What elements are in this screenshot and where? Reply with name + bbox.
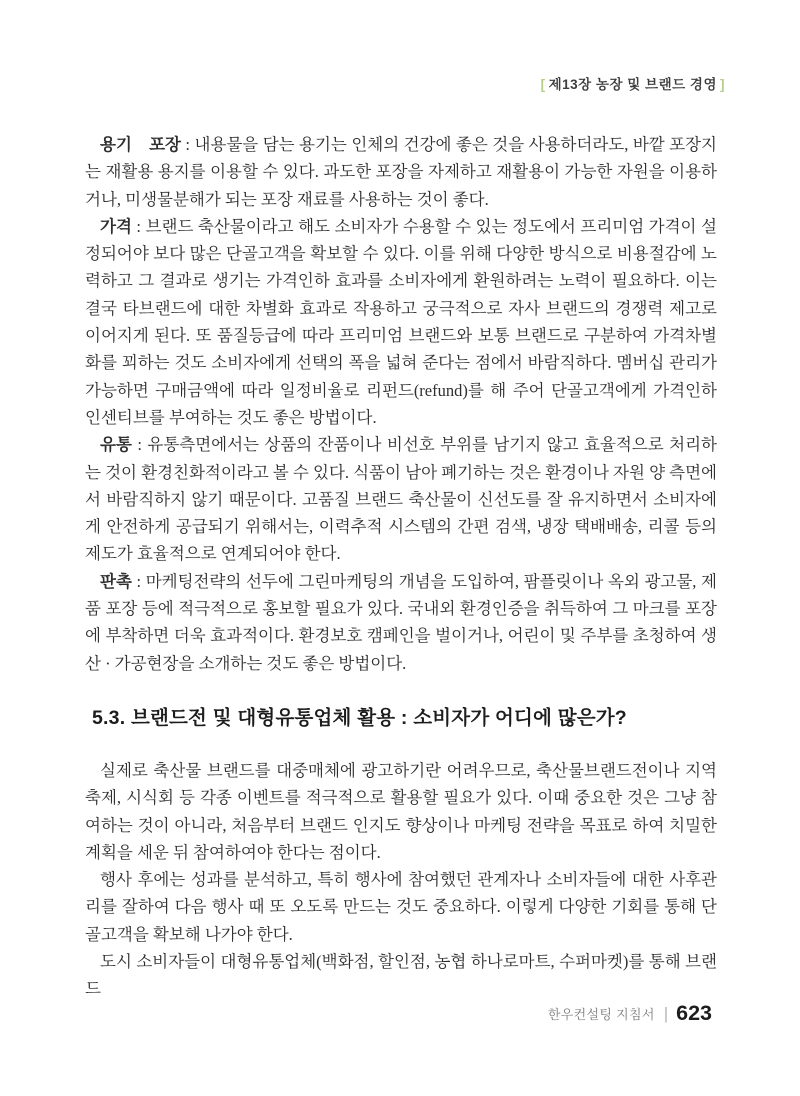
section-paragraph-retailers: 도시 소비자들이 대형유통업체(백화점, 할인점, 농협 하나로마트, 수퍼마켓)를 통해 브랜드 (85, 952, 717, 999)
section-heading-5-3: 5.3. 브랜드전 및 대형유통업체 활용 : 소비자가 어디에 많은가? (92, 706, 627, 729)
text-column (85, 131, 717, 1003)
chapter-title: 제13장 농장 및 브랜드 경영 (548, 77, 717, 92)
paragraph-price-separator: : (131, 216, 146, 236)
section-paragraph-followup: 행사 후에는 성과를 분석하고, 특히 행사에 참여했던 관계자나 소비자들에 대한 사후관리를 잘하여 다음 행사 때 또 오도록 만드는 것도 중요하다. 이렇게 다양한 기회를 통해 단골고객을 확보해 나가야 한다. (85, 870, 717, 944)
paragraph-packaging-separator: : (180, 135, 195, 154)
page-footer (548, 1001, 712, 1026)
paragraph-promotion-text: 마케팅전략의 선두에 그린마케팅의 개념을 도입하여, 팜플릿이나 옥외 광고물, 제품 포장 등에 적극적으로 홍보할 필요가 있다. 국내외 환경인증을 취득하여 그 마크를 포장에 부착하면 더욱 효과적이다. 환경보호 캠페인을 벌이거나, 어린이 및 주부를 초청하여 생산 · 가공현장을 소개하는 것도 좋은 방법이다. (85, 571, 717, 673)
paragraph-distribution-text: 유통측면에서는 상품의 잔품이나 비선호 부위를 남기지 않고 효율적으로 처리하는 것이 환경친화적이라고 볼 수 있다. 식품이 남아 폐기하는 것은 환경이나 자원 양 측면에서 바람직하지 않기 때문이다. 고품질 브랜드 축산물이 신선도를 잘 유지하면서 소비자에게 안전하게 공급되기 위해서는, 이력추적 시스템의 간편 검색, 냉장 택배배송, 리콜 등의 제도가 효율적으로 연계되어야 한다. (85, 435, 717, 564)
page-number: 623 (676, 1001, 712, 1025)
right-bracket-decoration: ] (720, 77, 725, 92)
footer-divider: | (663, 1003, 669, 1023)
paragraph-packaging-label: 용기 포장 (100, 135, 181, 154)
book-title: 한우컨설팅 지침서 (547, 1007, 655, 1022)
left-bracket-decoration: [ (540, 77, 546, 92)
paragraph-price (85, 213, 717, 431)
section-paragraph-events: 실제로 축산물 브랜드를 대중매체에 광고하기란 어려우므로, 축산물브랜드전이나 지역축제, 시식회 등 각종 이벤트를 적극적으로 활용할 필요가 있다. 이때 중요한 것은 그냥 참여하는 것이 아니라, 처음부터 브랜드 인지도 향상이나 마케팅 전략을 목표로 하여 치밀한 계획을 세운 뒤 참여하여야 한다는 점이다. (85, 760, 717, 862)
paragraph-distribution-separator: : (131, 435, 148, 455)
paragraph-promotion-label: 판촉 (100, 571, 132, 591)
paragraph-distribution (85, 431, 717, 567)
paragraph-promotion-separator: : (131, 571, 146, 591)
paragraph-packaging-text: 내용물을 담는 용기는 인체의 건강에 좋은 것을 사용하더라도, 바깥 포장지는 재활용 용지를 이용할 수 있다. 과도한 포장을 자제하고 재활용이 가능한 자원을 이용하거나, 미생물분해가 되는 포장 재료를 사용하는 것이 좋다. (85, 135, 717, 209)
paragraph-price-text: 브랜드 축산물이라고 해도 소비자가 수용할 수 있는 정도에서 프리미엄 가격이 설정되어야 보다 많은 단골고객을 확보할 수 있다. 이를 위해 다양한 방식으로 비용절감에 노력하고 그 결과로 생기는 가격인하 효과를 소비자에게 환원하려는 노력이 필요하다. 이는 결국 타브랜드에 대한 차별화 효과로 작용하고 궁극적으로 자사 브랜드의 경쟁력 제고로 이어지게 된다. 또 품질등급에 따라 프리미엄 브랜드와 보통 브랜드로 구분하여 가격차별화를 꾀하는 것도 소비자에게 선택의 폭을 넓혀 준다는 점에서 바람직하다. 멤버십 관리가 가능하면 구매금액에 따라 일정비율로 리펀드(refund)를 해 주어 단골고객에게 가격인하 인센티브를 부여하는 것도 좋은 방법이다. (85, 216, 717, 427)
paragraph-promotion (85, 568, 717, 677)
chapter-running-head (538, 73, 728, 93)
paragraph-price-label: 가격 (100, 216, 132, 236)
paragraph-distribution-label: 유통 (100, 435, 132, 455)
paragraph-packaging (85, 131, 717, 213)
